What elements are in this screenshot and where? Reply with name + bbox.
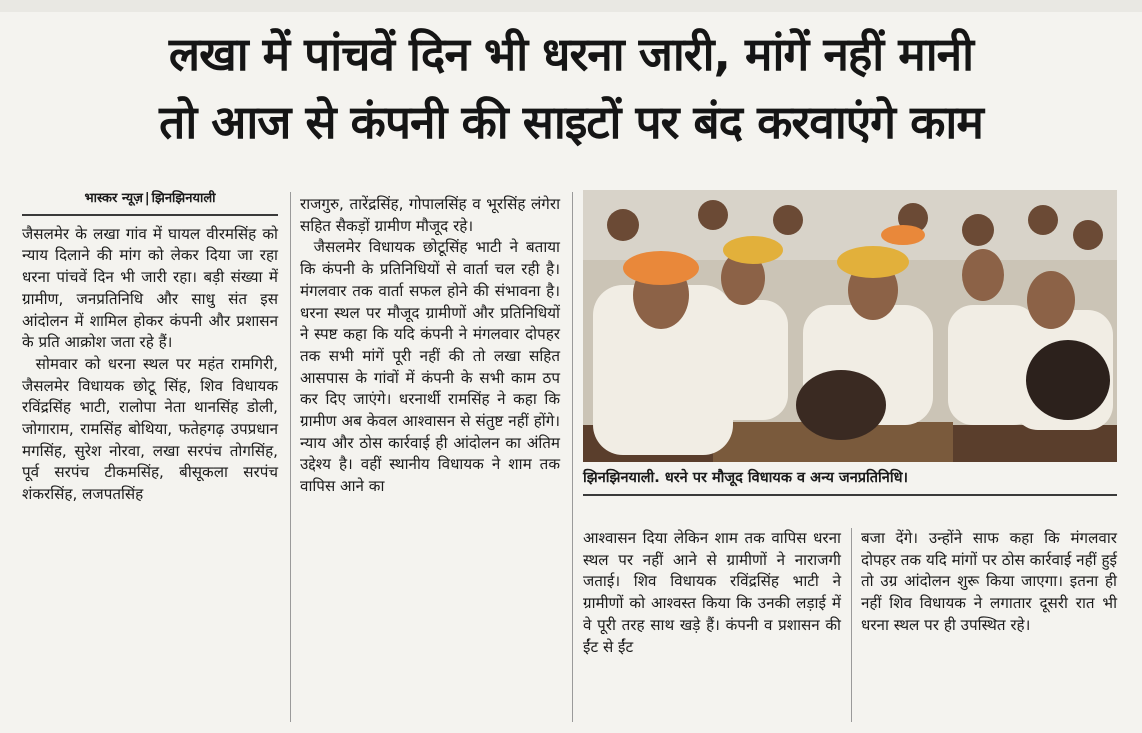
headline-line-2: तो आज से कंपनी की साइटों पर बंद करवाएंगे काम (159, 95, 983, 149)
headline (0, 20, 1142, 156)
paragraph: आश्वासन दिया लेकिन शाम तक वापिस धरना स्थल पर नहीं आने से ग्रामीणों ने नाराजगी जताई। शिव विधायक रविंद्रसिंह भाटी ने ग्रामीणों को आश्वस्त किया कि उनकी लड़ाई में वे पूरी तरह साथ खड़े हैं। कंपनी व प्रशासन की ईंट से ईंट (583, 529, 841, 656)
dateline-place: झिनझिनयाली (151, 191, 216, 206)
news-photo (583, 190, 1117, 462)
dateline-separator: | (144, 191, 150, 206)
article-column-1 (22, 188, 278, 506)
photo-caption: झिनझिनयाली. धरने पर मौजूद विधायक व अन्य जनप्रतिनिधि। (583, 468, 1117, 496)
column-divider (572, 192, 573, 722)
yellow-turban (837, 246, 909, 278)
paragraph: जैसलमेर विधायक छोटूसिंह भाटी ने बताया कि कंपनी के प्रतिनिधियों से वार्ता चल रही है। मंगलवार तक वार्ता सफल होने की संभावना है। धरना स्थल पर मौजूद ग्रामीणों और प्रतिनिधियों ने स्पष्ट कहा कि यदि कंपनी ने मंगलवार दोपहर तक सभी मांगें पूरी नहीं की तो लखा सहित आसपास के गांवों में कंपनी के सभी काम ठप कर दिए जाएंगे। धरनार्थी रामसिंह ने कहा कि ग्रामीण अब केवल आश्वासन से संतुष्ट नहीं होंगे। न्याय और ठोस कार्रवाई ही आंदोलन का अंतिम उद्देश्य है। वहीं स्थानीय विधायक ने शाम तक वापिस आने का (300, 238, 560, 496)
headline-line-1: लखा में पांचवें दिन भी धरना जारी, मांगें नहीं मानी (168, 27, 974, 81)
dateline-source: भास्कर न्यूज़ (84, 191, 143, 206)
yellow-turban (723, 236, 783, 264)
article-column-4 (861, 528, 1117, 637)
article-column-2 (300, 194, 560, 498)
top-strip (0, 0, 1142, 12)
paragraph: सोमवार को धरना स्थल पर महंत रामगिरी, जैसलमेर विधायक छोटू सिंह, शिव विधायक रविंद्रसिंह भाटी, रालोपा नेता थानसिंह डोली, जोगाराम, रामसिंह बोथिया, फतेहगढ़ उपप्रधान मगसिंह, सुरेश नोरवा, लखा सरपंच तोगसिंह, पूर्व सरपंच टीकमसिंह, बीसूकला सरपंच शंकरसिंह, लजपतसिंह (22, 354, 278, 504)
paragraph: राजगुरु, तारेंद्रसिंह, गोपालसिंह व भूरसिंह लंगेरा सहित सैकड़ों ग्रामीण मौजूद रहे। (300, 195, 560, 235)
article-column-3 (583, 528, 841, 658)
paragraph: जैसलमेर के लखा गांव में घायल वीरमसिंह को न्याय दिलाने की मांग को लेकर दिया जा रहा धरना पांचवें दिन भी जारी रहा। बड़ी संख्या में ग्रामीण, जनप्रतिनिधि और साधु संत इस आंदोलन में शामिल होकर कंपनी और प्रशासन के प्रति आक्रोश जता रहे हैं। (22, 224, 278, 352)
paragraph: बजा देंगे। उन्होंने साफ कहा कि मंगलवार दोपहर तक यदि मांगों पर ठोस कार्रवाई नहीं हुई तो उग्र आंदोलन शुरू किया जाएगा। इतना ही नहीं शिव विधायक ने लगातार दूसरी रात भी धरना स्थल पर ही उपस्थित रहे। (861, 529, 1117, 634)
saffron-turban (623, 251, 699, 285)
photo-illustration (583, 190, 1117, 462)
saffron-turban (881, 225, 925, 245)
column-divider (290, 192, 291, 722)
dateline (22, 188, 278, 216)
column-divider (851, 528, 852, 722)
